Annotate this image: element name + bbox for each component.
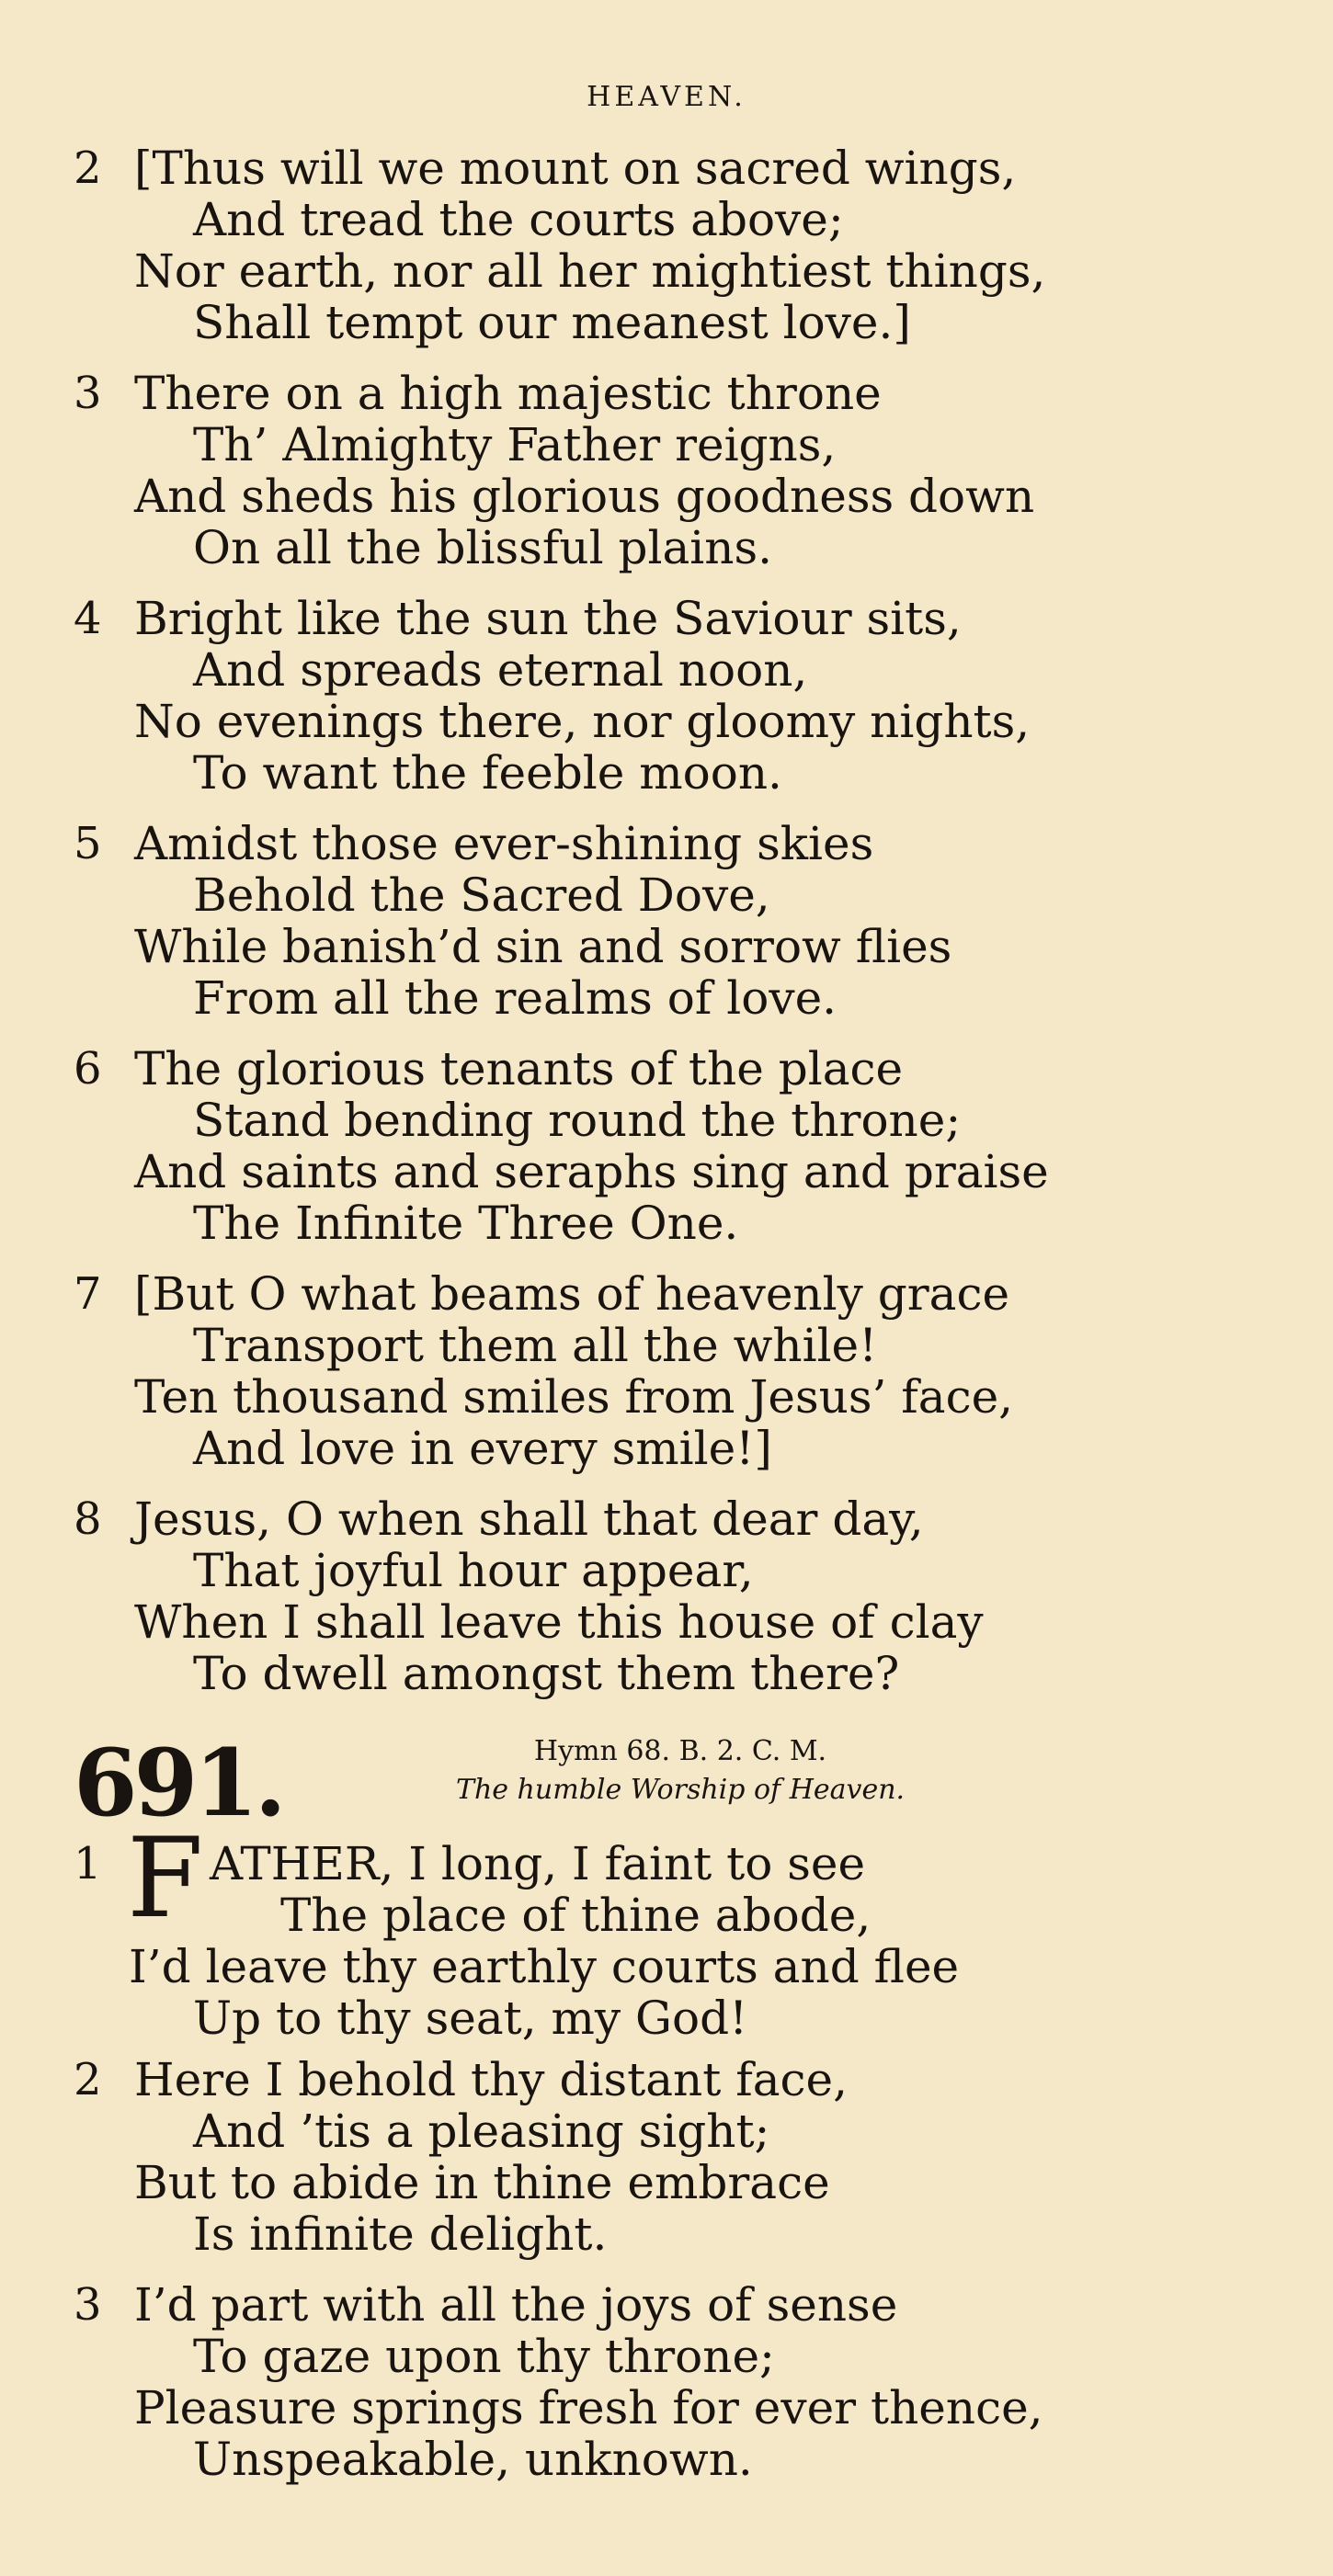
verse-line: Nor earth, nor all her mightiest things, (134, 244, 1046, 298)
verse-line: And love in every smile!] (193, 1422, 772, 1475)
verse-number: 6 (74, 1043, 102, 1095)
verse-line: The Infinite Three One. (193, 1197, 739, 1250)
verse-line: And sheds his glorious goodness down (134, 470, 1035, 523)
verse-number: 7 (74, 1268, 102, 1320)
verse-line: While banish’d sin and sorrow flies (134, 920, 952, 973)
hymn-title: The humble Worship of Heaven. (455, 1774, 906, 1806)
verse-line: I’d leave thy earthly courts and flee (129, 1940, 960, 1993)
verse-line: From all the realms of love. (193, 971, 837, 1025)
verse-line: Jesus, O when shall that dear day, (134, 1492, 924, 1546)
verse-line: Th’ Almighty Father reigns, (193, 418, 837, 471)
verse-line: I’d part with all the joys of sense (134, 2278, 898, 2332)
hymn-meta: Hymn 68. B. 2. C. M. (533, 1735, 827, 1767)
verse-line: And spreads eternal noon, (193, 643, 808, 697)
verse-line: Ten thousand smiles from Jesus’ face, (134, 1370, 1014, 1424)
verse-number: 1 (74, 1838, 102, 1889)
verse-number: 5 (74, 818, 102, 869)
hymn-number: 691. (74, 1729, 283, 1837)
verse-line: That joyful hour appear, (193, 1544, 754, 1597)
verse-number: 8 (74, 1493, 102, 1545)
verse-line: [But O what beams of heavenly grace (134, 1267, 1010, 1321)
verse-line: Bright like the sun the Saviour sits, (134, 592, 962, 645)
verse-line: No evenings there, nor gloomy nights, (134, 695, 1031, 748)
verse-line: Is infinite delight. (193, 2207, 608, 2261)
verse-line: But to abide in thine embrace (134, 2156, 830, 2209)
verse-line: Transport them all the while! (193, 1319, 878, 1372)
verse-line: Stand bending round the throne; (193, 1094, 962, 1147)
verse-line: Unspeakable, unknown. (193, 2433, 753, 2486)
verse-line: [Thus will we mount on sacred wings, (134, 142, 1017, 195)
verse-line: Pleasure springs fresh for ever thence, (134, 2381, 1043, 2434)
verse-line: The place of thine abode, (280, 1889, 872, 1942)
verse-number: 2 (74, 2054, 102, 2105)
verse-line: And tread the courts above; (193, 193, 844, 246)
verse-line: To want the feeble moon. (193, 746, 782, 800)
verse-line: Behold the Sacred Dove, (193, 868, 770, 922)
verse-line: To gaze upon thy throne; (193, 2330, 775, 2383)
verse-line: And saints and seraphs sing and praise (134, 1145, 1049, 1198)
verse-number: 3 (74, 368, 102, 419)
verse-line: The glorious tenants of the place (134, 1042, 904, 1095)
running-head: HEAVEN. (587, 81, 746, 113)
drop-cap: F (127, 1815, 204, 1943)
verse-line: Amidst those ever-shining skies (134, 817, 874, 870)
verse-line: When I shall leave this house of clay (134, 1595, 984, 1649)
verse-line: Shall tempt our meanest love.] (193, 296, 911, 349)
verse-line: ATHER, I long, I faint to see (210, 1837, 866, 1890)
verse-line: To dwell amongst them there? (193, 1647, 900, 1700)
verse-number: 4 (74, 593, 102, 644)
hymn-header (0, 1728, 1333, 1837)
verse-line: Here I behold thy distant face, (134, 2053, 849, 2106)
verse-number: 2 (74, 142, 102, 194)
verse-line: And ’tis a pleasing sight; (193, 2105, 770, 2158)
verse-line: On all the blissful plains. (193, 521, 773, 574)
verse-number: 3 (74, 2279, 102, 2331)
verse-line: There on a high majestic throne (134, 367, 882, 420)
verse-line: Up to thy seat, my God! (193, 1992, 748, 2045)
